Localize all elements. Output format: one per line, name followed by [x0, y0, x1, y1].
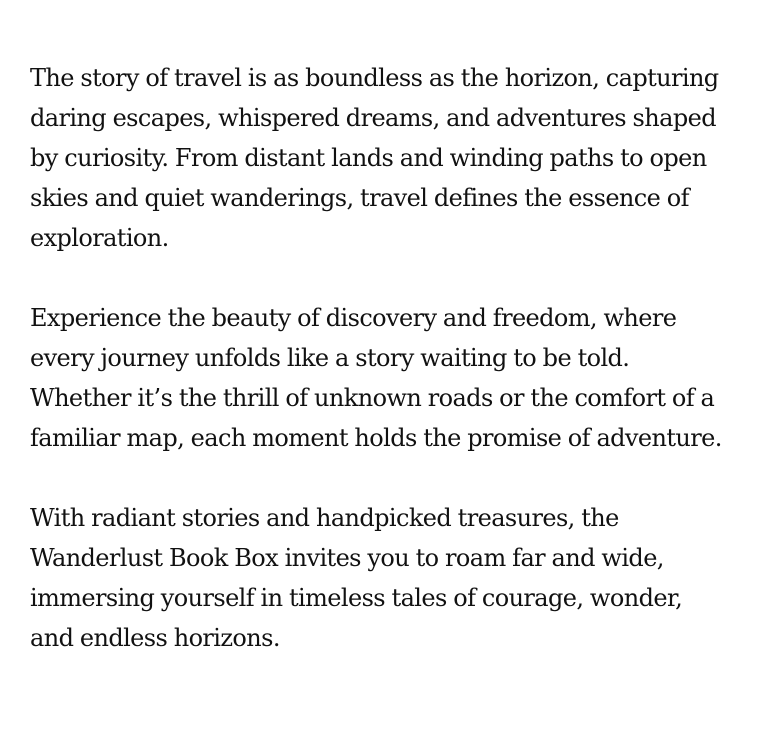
paragraph-book-box: With radiant stories and handpicked treasures, the Wanderlust Book Box invites you to roam far and wide, immersing yourself in timeless tales of courage, wonder, and endless horizons. — [30, 504, 683, 652]
article-body — [30, 58, 730, 658]
paragraph-experience: Experience the beauty of discovery and freedom, where every journey unfolds like a story waiting to be told. Whether it’s the thrill of unknown roads or the comfort of a familiar map, each moment holds the promise of adventure. — [30, 304, 722, 452]
paragraph-intro: The story of travel is as boundless as the horizon, capturing daring escapes, whispered dreams, and adventures shaped by curiosity. From distant lands and winding paths to open skies and quiet wanderings, travel defines the essence of exploration. — [30, 64, 719, 252]
